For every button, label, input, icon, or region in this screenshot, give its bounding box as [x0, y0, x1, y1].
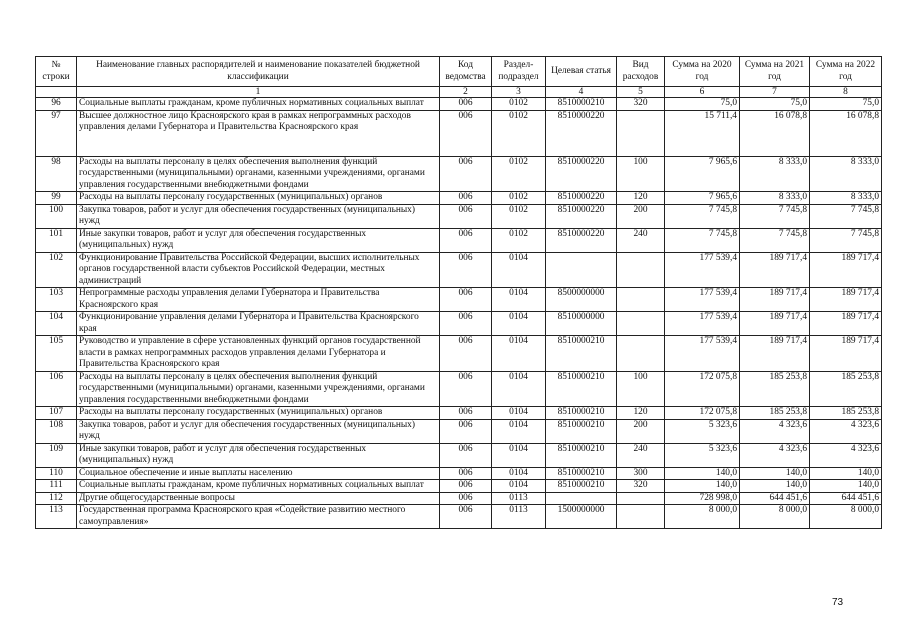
row-sum-2020: 75,0	[665, 98, 740, 111]
colnum	[36, 87, 77, 98]
row-dept-code: 006	[440, 204, 492, 228]
row-target: 8510000210	[546, 480, 617, 493]
row-number: 108	[36, 419, 77, 443]
row-name: Расходы на выплаты персоналу государственных (муниципальных) органов	[77, 407, 440, 420]
row-sum-2022: 8 333,0	[810, 192, 882, 205]
row-section: 0102	[492, 192, 546, 205]
row-sum-2021: 189 717,4	[740, 312, 810, 336]
row-sum-2020: 172 075,8	[665, 371, 740, 407]
colnum: 3	[492, 87, 546, 98]
table-row	[36, 110, 882, 156]
row-name: Руководство и управление в сфере установленных функций органов государственной власти в рамках непрограммных расходов управления делами Губернатора и Правительства Красноярского края	[77, 336, 440, 372]
row-dept-code: 006	[440, 336, 492, 372]
row-exp-type	[617, 492, 665, 505]
table-header	[36, 57, 882, 98]
row-number: 104	[36, 312, 77, 336]
row-exp-type: 100	[617, 371, 665, 407]
row-sum-2022: 4 323,6	[810, 419, 882, 443]
row-section: 0104	[492, 288, 546, 312]
row-dept-code: 006	[440, 492, 492, 505]
row-sum-2021: 189 717,4	[740, 288, 810, 312]
row-name: Закупка товаров, работ и услуг для обеспечения государственных (муниципальных) нужд	[77, 419, 440, 443]
table-row	[36, 98, 882, 111]
row-sum-2021: 8 333,0	[740, 192, 810, 205]
table-row	[36, 204, 882, 228]
row-sum-2022: 185 253,8	[810, 407, 882, 420]
row-name: Высшее должностное лицо Красноярского края в рамках непрограммных расходов управления делами Губернатора и Правительства Красноярского края	[77, 110, 440, 156]
row-sum-2020: 7 745,8	[665, 204, 740, 228]
row-target: 8510000210	[546, 443, 617, 467]
budget-table	[35, 56, 882, 529]
row-target: 8510000210	[546, 336, 617, 372]
row-section: 0104	[492, 480, 546, 493]
row-sum-2022: 189 717,4	[810, 336, 882, 372]
row-number: 101	[36, 228, 77, 252]
page-number: 73	[832, 597, 844, 608]
header-sum-2020: Сумма на 2020 год	[665, 57, 740, 87]
row-sum-2022: 7 745,8	[810, 204, 882, 228]
row-sum-2020: 172 075,8	[665, 407, 740, 420]
table-row	[36, 192, 882, 205]
row-sum-2022: 189 717,4	[810, 288, 882, 312]
row-number: 107	[36, 407, 77, 420]
row-number: 102	[36, 252, 77, 288]
row-dept-code: 006	[440, 98, 492, 111]
row-target: 8510000210	[546, 98, 617, 111]
row-dept-code: 006	[440, 228, 492, 252]
row-name: Функционирование Правительства Российской Федерации, высших исполнительных органов государственной власти субъектов Российской Федерации, местных администраций	[77, 252, 440, 288]
row-sum-2022: 4 323,6	[810, 443, 882, 467]
table-row	[36, 419, 882, 443]
row-section: 0104	[492, 467, 546, 480]
header-section: Раздел-подраздел	[492, 57, 546, 87]
row-sum-2020: 177 539,4	[665, 336, 740, 372]
row-sum-2021: 189 717,4	[740, 336, 810, 372]
table-row	[36, 288, 882, 312]
row-dept-code: 006	[440, 443, 492, 467]
row-section: 0102	[492, 98, 546, 111]
row-dept-code: 006	[440, 467, 492, 480]
table-row	[36, 312, 882, 336]
row-name: Социальные выплаты гражданам, кроме публичных нормативных социальных выплат	[77, 480, 440, 493]
row-sum-2022: 8 333,0	[810, 156, 882, 192]
row-exp-type	[617, 110, 665, 156]
row-target: 1500000000	[546, 505, 617, 529]
row-exp-type: 240	[617, 443, 665, 467]
row-section: 0102	[492, 156, 546, 192]
table-row	[36, 480, 882, 493]
row-number: 105	[36, 336, 77, 372]
colnum: 4	[546, 87, 617, 98]
row-sum-2021: 185 253,8	[740, 371, 810, 407]
row-sum-2021: 644 451,6	[740, 492, 810, 505]
row-dept-code: 006	[440, 505, 492, 529]
row-sum-2021: 140,0	[740, 480, 810, 493]
row-dept-code: 006	[440, 192, 492, 205]
row-dept-code: 006	[440, 419, 492, 443]
table-row	[36, 505, 882, 529]
row-dept-code: 006	[440, 156, 492, 192]
row-sum-2022: 189 717,4	[810, 252, 882, 288]
row-sum-2021: 189 717,4	[740, 252, 810, 288]
row-sum-2022: 140,0	[810, 480, 882, 493]
row-dept-code: 006	[440, 252, 492, 288]
row-target: 8510000210	[546, 371, 617, 407]
row-sum-2020: 140,0	[665, 480, 740, 493]
row-name: Расходы на выплаты персоналу государственных (муниципальных) органов	[77, 192, 440, 205]
row-sum-2020: 5 323,6	[665, 419, 740, 443]
row-name: Государственная программа Красноярского края «Содействие развитию местного самоуправления»	[77, 505, 440, 529]
column-number-row	[36, 87, 882, 98]
row-sum-2021: 16 078,8	[740, 110, 810, 156]
row-sum-2021: 8 333,0	[740, 156, 810, 192]
row-target: 8510000000	[546, 312, 617, 336]
row-target: 8510000220	[546, 228, 617, 252]
row-section: 0104	[492, 407, 546, 420]
row-number: 103	[36, 288, 77, 312]
row-dept-code: 006	[440, 110, 492, 156]
row-sum-2021: 4 323,6	[740, 419, 810, 443]
row-target	[546, 492, 617, 505]
row-sum-2020: 177 539,4	[665, 312, 740, 336]
row-sum-2020: 5 323,6	[665, 443, 740, 467]
row-target	[546, 252, 617, 288]
row-target: 8510000210	[546, 467, 617, 480]
row-exp-type: 300	[617, 467, 665, 480]
table-row	[36, 228, 882, 252]
row-sum-2022: 75,0	[810, 98, 882, 111]
row-target: 8510000210	[546, 419, 617, 443]
table-row	[36, 492, 882, 505]
row-dept-code: 006	[440, 407, 492, 420]
row-exp-type: 100	[617, 156, 665, 192]
row-sum-2022: 140,0	[810, 467, 882, 480]
row-number: 110	[36, 467, 77, 480]
row-number: 99	[36, 192, 77, 205]
row-sum-2022: 644 451,6	[810, 492, 882, 505]
row-sum-2022: 189 717,4	[810, 312, 882, 336]
row-exp-type: 320	[617, 98, 665, 111]
row-section: 0102	[492, 110, 546, 156]
row-section: 0104	[492, 443, 546, 467]
header-exp-type: Вид расходов	[617, 57, 665, 87]
row-sum-2021: 7 745,8	[740, 228, 810, 252]
row-dept-code: 006	[440, 288, 492, 312]
row-exp-type	[617, 312, 665, 336]
row-name: Иные закупки товаров, работ и услуг для обеспечения государственных (муниципальных) нужд	[77, 443, 440, 467]
row-section: 0113	[492, 505, 546, 529]
row-target: 8510000220	[546, 156, 617, 192]
row-exp-type	[617, 288, 665, 312]
row-exp-type: 200	[617, 204, 665, 228]
header-sum-2022: Сумма на 2022 год	[810, 57, 882, 87]
colnum: 2	[440, 87, 492, 98]
colnum: 7	[740, 87, 810, 98]
row-name: Другие общегосударственные вопросы	[77, 492, 440, 505]
row-sum-2021: 75,0	[740, 98, 810, 111]
row-name: Расходы на выплаты персоналу в целях обеспечения выполнения функций государственными (муниципальными) органами, казенными учреждениями, органами управления государственными внебюджетными фондами	[77, 156, 440, 192]
row-section: 0102	[492, 228, 546, 252]
row-sum-2020: 7 745,8	[665, 228, 740, 252]
row-number: 109	[36, 443, 77, 467]
row-sum-2020: 15 711,4	[665, 110, 740, 156]
row-number: 96	[36, 98, 77, 111]
table-row	[36, 371, 882, 407]
row-sum-2021: 140,0	[740, 467, 810, 480]
row-exp-type: 120	[617, 192, 665, 205]
row-sum-2021: 7 745,8	[740, 204, 810, 228]
row-exp-type: 320	[617, 480, 665, 493]
colnum: 8	[810, 87, 882, 98]
row-name: Закупка товаров, работ и услуг для обеспечения государственных (муниципальных) нужд	[77, 204, 440, 228]
header-name: Наименование главных распорядителей и наименование показателей бюджетной классификации	[77, 57, 440, 87]
table-row	[36, 407, 882, 420]
row-target: 8510000220	[546, 204, 617, 228]
table-row	[36, 443, 882, 467]
row-name: Функционирование управления делами Губернатора и Правительства Красноярского края	[77, 312, 440, 336]
row-dept-code: 006	[440, 312, 492, 336]
row-sum-2020: 8 000,0	[665, 505, 740, 529]
header-sum-2021: Сумма на 2021 год	[740, 57, 810, 87]
header-target: Целевая статья	[546, 57, 617, 87]
table-body	[36, 98, 882, 529]
row-exp-type: 200	[617, 419, 665, 443]
row-target: 8500000000	[546, 288, 617, 312]
colnum: 5	[617, 87, 665, 98]
table-row	[36, 156, 882, 192]
row-exp-type	[617, 252, 665, 288]
row-number: 106	[36, 371, 77, 407]
row-sum-2022: 185 253,8	[810, 371, 882, 407]
row-target: 8510000220	[546, 110, 617, 156]
row-sum-2020: 7 965,6	[665, 156, 740, 192]
header-row-no: № строки	[36, 57, 77, 87]
colnum: 6	[665, 87, 740, 98]
row-sum-2020: 177 539,4	[665, 252, 740, 288]
row-name: Социальное обеспечение и иные выплаты населению	[77, 467, 440, 480]
row-section: 0104	[492, 312, 546, 336]
row-number: 98	[36, 156, 77, 192]
row-section: 0104	[492, 371, 546, 407]
row-sum-2022: 16 078,8	[810, 110, 882, 156]
row-name: Непрограммные расходы управления делами Губернатора и Правительства Красноярского края	[77, 288, 440, 312]
row-sum-2020: 7 965,6	[665, 192, 740, 205]
row-sum-2020: 177 539,4	[665, 288, 740, 312]
row-sum-2020: 140,0	[665, 467, 740, 480]
row-name: Иные закупки товаров, работ и услуг для обеспечения государственных (муниципальных) нужд	[77, 228, 440, 252]
table-row	[36, 467, 882, 480]
header-dept-code: Код ведомства	[440, 57, 492, 87]
row-number: 112	[36, 492, 77, 505]
row-section: 0104	[492, 252, 546, 288]
row-sum-2020: 728 998,0	[665, 492, 740, 505]
row-section: 0102	[492, 204, 546, 228]
row-section: 0104	[492, 419, 546, 443]
row-number: 111	[36, 480, 77, 493]
row-exp-type	[617, 505, 665, 529]
row-name: Социальные выплаты гражданам, кроме публичных нормативных социальных выплат	[77, 98, 440, 111]
table-row	[36, 252, 882, 288]
row-dept-code: 006	[440, 371, 492, 407]
row-number: 97	[36, 110, 77, 156]
row-dept-code: 006	[440, 480, 492, 493]
row-sum-2022: 7 745,8	[810, 228, 882, 252]
row-sum-2022: 8 000,0	[810, 505, 882, 529]
row-sum-2021: 185 253,8	[740, 407, 810, 420]
row-sum-2021: 8 000,0	[740, 505, 810, 529]
row-number: 100	[36, 204, 77, 228]
row-exp-type: 240	[617, 228, 665, 252]
row-section: 0104	[492, 336, 546, 372]
row-target: 8510000220	[546, 192, 617, 205]
colnum: 1	[77, 87, 440, 98]
table-row	[36, 336, 882, 372]
row-exp-type: 120	[617, 407, 665, 420]
row-number: 113	[36, 505, 77, 529]
row-name: Расходы на выплаты персоналу в целях обеспечения выполнения функций государственными (муниципальными) органами, казенными учреждениями, органами управления государственными внебюджетными фондами	[77, 371, 440, 407]
row-sum-2021: 4 323,6	[740, 443, 810, 467]
row-target: 8510000210	[546, 407, 617, 420]
row-section: 0113	[492, 492, 546, 505]
row-exp-type	[617, 336, 665, 372]
